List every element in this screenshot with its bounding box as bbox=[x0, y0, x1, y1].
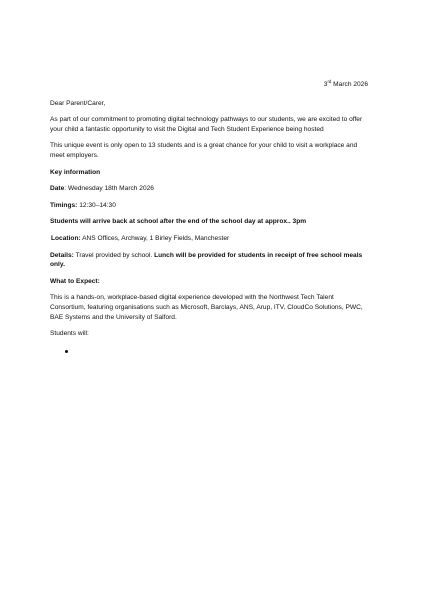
location-label: Location: bbox=[51, 234, 81, 242]
key-information-heading: Key information bbox=[50, 168, 101, 176]
date-day: 3 bbox=[323, 81, 328, 88]
letter-date bbox=[50, 80, 368, 90]
location-line bbox=[50, 234, 368, 244]
timings-line bbox=[50, 201, 368, 211]
details-label: Details: bbox=[50, 251, 74, 259]
event-date-line bbox=[50, 184, 368, 194]
students-will-list bbox=[50, 347, 368, 357]
students-will-line: Students will: bbox=[50, 330, 89, 338]
salutation: Dear Parent/Carer, bbox=[50, 99, 106, 107]
details-lunch: Lunch will be provided for students in receipt of free school meals only. bbox=[50, 251, 363, 269]
date-suffix: rd bbox=[327, 78, 332, 84]
date-rest: March 2026 bbox=[331, 81, 368, 88]
what-to-expect-heading: What to Expect: bbox=[50, 277, 100, 285]
timings-value: 12:30–14:30 bbox=[77, 201, 116, 209]
location-value: ANS Offices, Archway, 1 Birley Fields, Manchester bbox=[80, 234, 230, 242]
date-value: : Wednesday 18th March 2026 bbox=[64, 185, 154, 193]
limited-places-paragraph: This unique event is only open to 13 students and is a great chance for your child to visit a workplace and meet employers. bbox=[50, 142, 358, 159]
list-item bbox=[65, 347, 368, 357]
details-value: Travel provided by school. bbox=[73, 251, 155, 259]
return-notice: Students will arrive back at school after the end of the school day at approx.. 3pm bbox=[50, 218, 307, 226]
date-label: Date bbox=[50, 185, 65, 193]
what-to-expect-paragraph: This is a hands-on, workplace-based digital experience developed with the Northwest Tech Talent Consortium, featuring organisations such as Microsoft, Barclays, ANS, Arup, ITV, CloudCo Solutions, PWC, BAE Systems and the University of Salford. bbox=[50, 294, 363, 321]
details-line bbox=[50, 251, 368, 270]
letter-body bbox=[50, 80, 368, 357]
intro-paragraph: As part of our commitment to promoting digital technology pathways to our students, we are excited to offer your child a fantastic opportunity to visit the Digital and Tech Student Experience being hosted bbox=[50, 116, 363, 133]
timings-label: Timings: bbox=[50, 201, 78, 209]
